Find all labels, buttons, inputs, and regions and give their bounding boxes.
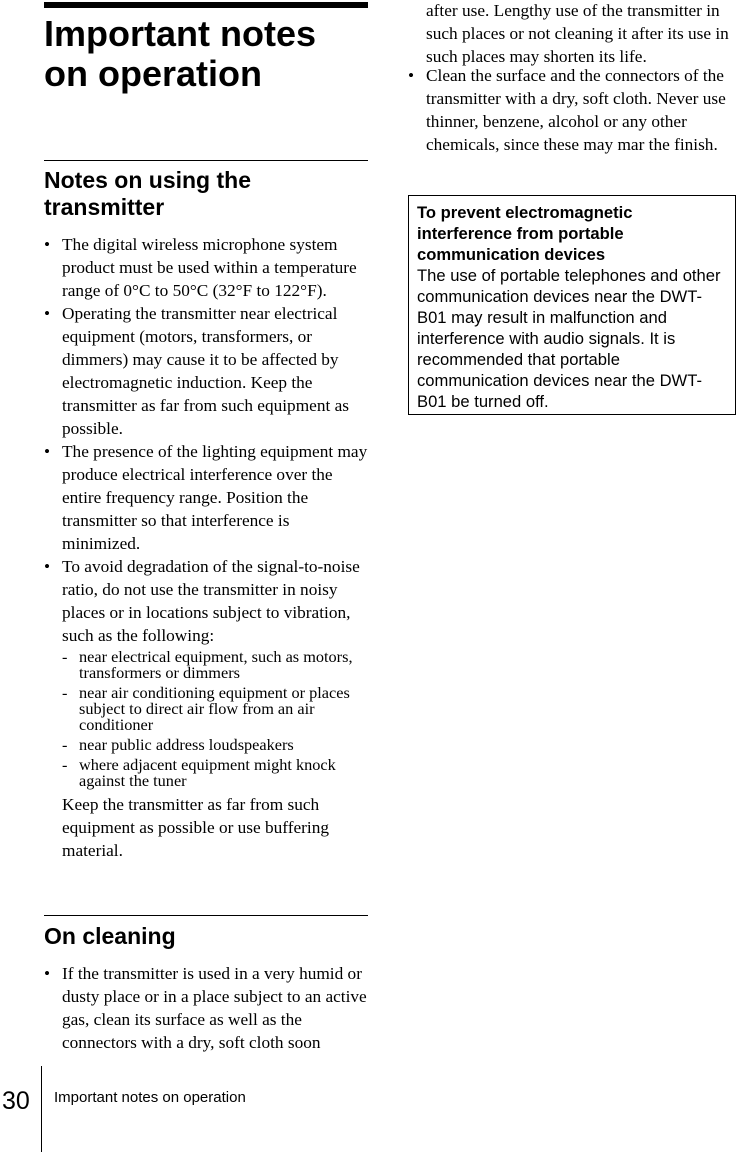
notice-box <box>408 195 736 415</box>
section-rule-cleaning <box>44 915 368 916</box>
running-footer-title: Important notes on operation <box>54 1089 246 1106</box>
bullet-icon: • <box>408 66 415 85</box>
bullet-icon: • <box>44 557 51 576</box>
sub-list-item: - near public address loudspeakers <box>62 735 294 754</box>
dash-icon: - <box>62 755 68 774</box>
list-item: • The digital wireless microphone system product must be used within a temperature range of 0°C to 50°C (32°F to 122°F). <box>44 235 357 300</box>
notice-title: To prevent electromagnetic interference from portable communication devices <box>417 203 633 264</box>
dash-icon: - <box>62 683 68 702</box>
bullet-icon: • <box>44 304 51 323</box>
sub-list-item: - near electrical equipment, such as motors, transformers or dimmers <box>62 647 353 682</box>
dash-icon: - <box>62 735 68 754</box>
bullet-icon: • <box>44 964 51 983</box>
list-item: • The presence of the lighting equipment may produce electrical interference over the entire frequency range. Position the transmitter so that interference is minimized. <box>44 442 368 553</box>
bullet-icon: • <box>44 235 51 254</box>
section-rule-transmitter <box>44 160 368 161</box>
page-number: 30 <box>2 1087 30 1115</box>
vibration-locations-list <box>62 649 368 789</box>
list-item: • To avoid degradation of the signal-to-noise ratio, do not use the transmitter in noisy places or in locations subject to vibration, such as the following: - near electrical equipment, such as motors, transformers or dimmers - near air conditioning equipment or places subject to direct air flow from an air conditioner - near public address loudspeakers - where adjacent equipment might knock against the tuner Keep the transmitter as far from such equipment as possible or use buffering material. <box>44 555 368 862</box>
section-heading-transmitter: Notes on using the transmitter <box>44 167 251 220</box>
sub-list-item: - near air conditioning equipment or places subject to direct air flow from an air conditioner <box>62 683 350 734</box>
cleaning-notes-list <box>44 962 368 1054</box>
notice-body: The use of portable telephones and other communication devices near the DWT-B01 may result in malfunction and interference with audio signals. It is recommended that portable communication devices near the DWT-B01 be turned off. <box>417 266 721 411</box>
list-item: • Operating the transmitter near electrical equipment (motors, transformers, or dimmers) may cause it to be affected by electromagnetic induction. Keep the transmitter as far from such equipment as possible. <box>44 304 349 438</box>
page-title: Important notes on operation <box>44 13 317 94</box>
dash-icon: - <box>62 647 68 666</box>
list-item-continued: after use. Lengthy use of the transmitter in such places or not cleaning it after its use in such places may shorten its life. <box>426 1 729 66</box>
top-rule <box>44 2 368 8</box>
footer-rule <box>41 1066 42 1152</box>
bullet-icon: • <box>44 442 51 461</box>
transmitter-notes-list <box>44 233 368 862</box>
list-item: • If the transmitter is used in a very humid or dusty place or in a place subject to an active gas, clean its surface as well as the connectors with a dry, soft cloth soon <box>44 964 367 1052</box>
sub-list-item: - where adjacent equipment might knock against the tuner <box>62 755 336 790</box>
section-heading-cleaning: On cleaning <box>44 923 176 949</box>
list-item: • Clean the surface and the connectors of the transmitter with a dry, soft cloth. Never use thinner, benzene, alcohol or any other chemicals, since these may mar the finish. <box>408 66 726 154</box>
buffering-note: Keep the transmitter as far from such equipment as possible or use buffering material. <box>62 795 330 860</box>
